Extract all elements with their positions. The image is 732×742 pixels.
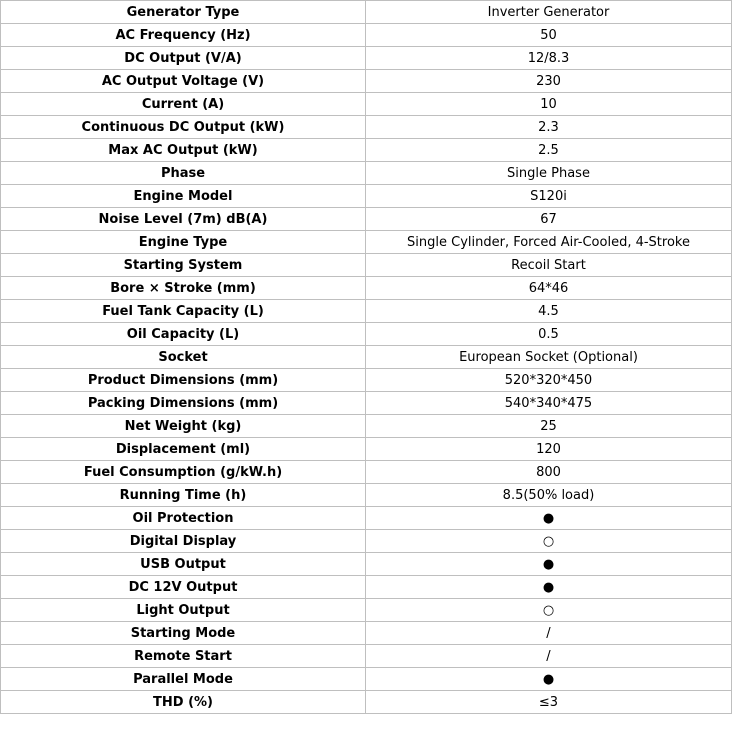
spec-value: European Socket (Optional) xyxy=(366,346,732,369)
table-row xyxy=(1,645,732,668)
spec-label: Current (A) xyxy=(1,93,366,116)
table-row xyxy=(1,93,732,116)
table-row xyxy=(1,576,732,599)
spec-value: 520*320*450 xyxy=(366,369,732,392)
spec-label: Phase xyxy=(1,162,366,185)
spec-label: Remote Start xyxy=(1,645,366,668)
spec-value: ● xyxy=(366,553,732,576)
spec-label: Bore × Stroke (mm) xyxy=(1,277,366,300)
spec-label: Displacement (ml) xyxy=(1,438,366,461)
spec-value: ○ xyxy=(366,530,732,553)
spec-label: Continuous DC Output (kW) xyxy=(1,116,366,139)
spec-label: Starting Mode xyxy=(1,622,366,645)
spec-label: Net Weight (kg) xyxy=(1,415,366,438)
spec-value: 50 xyxy=(366,24,732,47)
table-row xyxy=(1,691,732,714)
table-row xyxy=(1,300,732,323)
table-row xyxy=(1,392,732,415)
table-row xyxy=(1,622,732,645)
spec-value: 230 xyxy=(366,70,732,93)
table-row xyxy=(1,461,732,484)
spec-label: Product Dimensions (mm) xyxy=(1,369,366,392)
spec-label: Fuel Tank Capacity (L) xyxy=(1,300,366,323)
spec-label: Noise Level (7m) dB(A) xyxy=(1,208,366,231)
spec-value: Single Phase xyxy=(366,162,732,185)
spec-label: Starting System xyxy=(1,254,366,277)
spec-value: / xyxy=(366,622,732,645)
spec-value: / xyxy=(366,645,732,668)
spec-label: Oil Protection xyxy=(1,507,366,530)
spec-value: 12/8.3 xyxy=(366,47,732,70)
spec-value: 0.5 xyxy=(366,323,732,346)
table-row xyxy=(1,24,732,47)
spec-label: Oil Capacity (L) xyxy=(1,323,366,346)
spec-label: Light Output xyxy=(1,599,366,622)
spec-label: DC 12V Output xyxy=(1,576,366,599)
spec-label: Socket xyxy=(1,346,366,369)
spec-value: 540*340*475 xyxy=(366,392,732,415)
table-row xyxy=(1,116,732,139)
spec-label: Engine Type xyxy=(1,231,366,254)
spec-label: Digital Display xyxy=(1,530,366,553)
spec-value: Single Cylinder, Forced Air-Cooled, 4-Stroke xyxy=(366,231,732,254)
spec-value: Inverter Generator xyxy=(366,1,732,24)
spec-value: 64*46 xyxy=(366,277,732,300)
spec-value: 8.5(50% load) xyxy=(366,484,732,507)
spec-value: 800 xyxy=(366,461,732,484)
table-row xyxy=(1,553,732,576)
table-row xyxy=(1,208,732,231)
spec-label: Max AC Output (kW) xyxy=(1,139,366,162)
spec-value: 10 xyxy=(366,93,732,116)
table-row xyxy=(1,507,732,530)
specification-table-body xyxy=(1,1,732,714)
spec-value: 2.5 xyxy=(366,139,732,162)
table-row xyxy=(1,254,732,277)
spec-value: ● xyxy=(366,668,732,691)
table-row xyxy=(1,47,732,70)
table-row xyxy=(1,668,732,691)
table-row xyxy=(1,323,732,346)
spec-label: THD (%) xyxy=(1,691,366,714)
table-row xyxy=(1,369,732,392)
table-row xyxy=(1,415,732,438)
spec-value: ≤3 xyxy=(366,691,732,714)
spec-value: 25 xyxy=(366,415,732,438)
spec-label: USB Output xyxy=(1,553,366,576)
spec-label: AC Output Voltage (V) xyxy=(1,70,366,93)
spec-label: Generator Type xyxy=(1,1,366,24)
spec-label: Engine Model xyxy=(1,185,366,208)
spec-value: ● xyxy=(366,507,732,530)
spec-value: Recoil Start xyxy=(366,254,732,277)
table-row xyxy=(1,139,732,162)
table-row xyxy=(1,185,732,208)
spec-value: ● xyxy=(366,576,732,599)
table-row xyxy=(1,277,732,300)
spec-value: S120i xyxy=(366,185,732,208)
spec-value: 67 xyxy=(366,208,732,231)
spec-value: 4.5 xyxy=(366,300,732,323)
spec-label: AC Frequency (Hz) xyxy=(1,24,366,47)
spec-value: ○ xyxy=(366,599,732,622)
table-row xyxy=(1,484,732,507)
table-row xyxy=(1,1,732,24)
spec-label: Running Time (h) xyxy=(1,484,366,507)
table-row xyxy=(1,438,732,461)
table-row xyxy=(1,162,732,185)
table-row xyxy=(1,599,732,622)
spec-value: 120 xyxy=(366,438,732,461)
table-row xyxy=(1,530,732,553)
spec-label: Fuel Consumption (g/kW.h) xyxy=(1,461,366,484)
spec-value: 2.3 xyxy=(366,116,732,139)
spec-label: DC Output (V/A) xyxy=(1,47,366,70)
table-row xyxy=(1,346,732,369)
table-row xyxy=(1,70,732,93)
spec-label: Parallel Mode xyxy=(1,668,366,691)
table-row xyxy=(1,231,732,254)
spec-label: Packing Dimensions (mm) xyxy=(1,392,366,415)
